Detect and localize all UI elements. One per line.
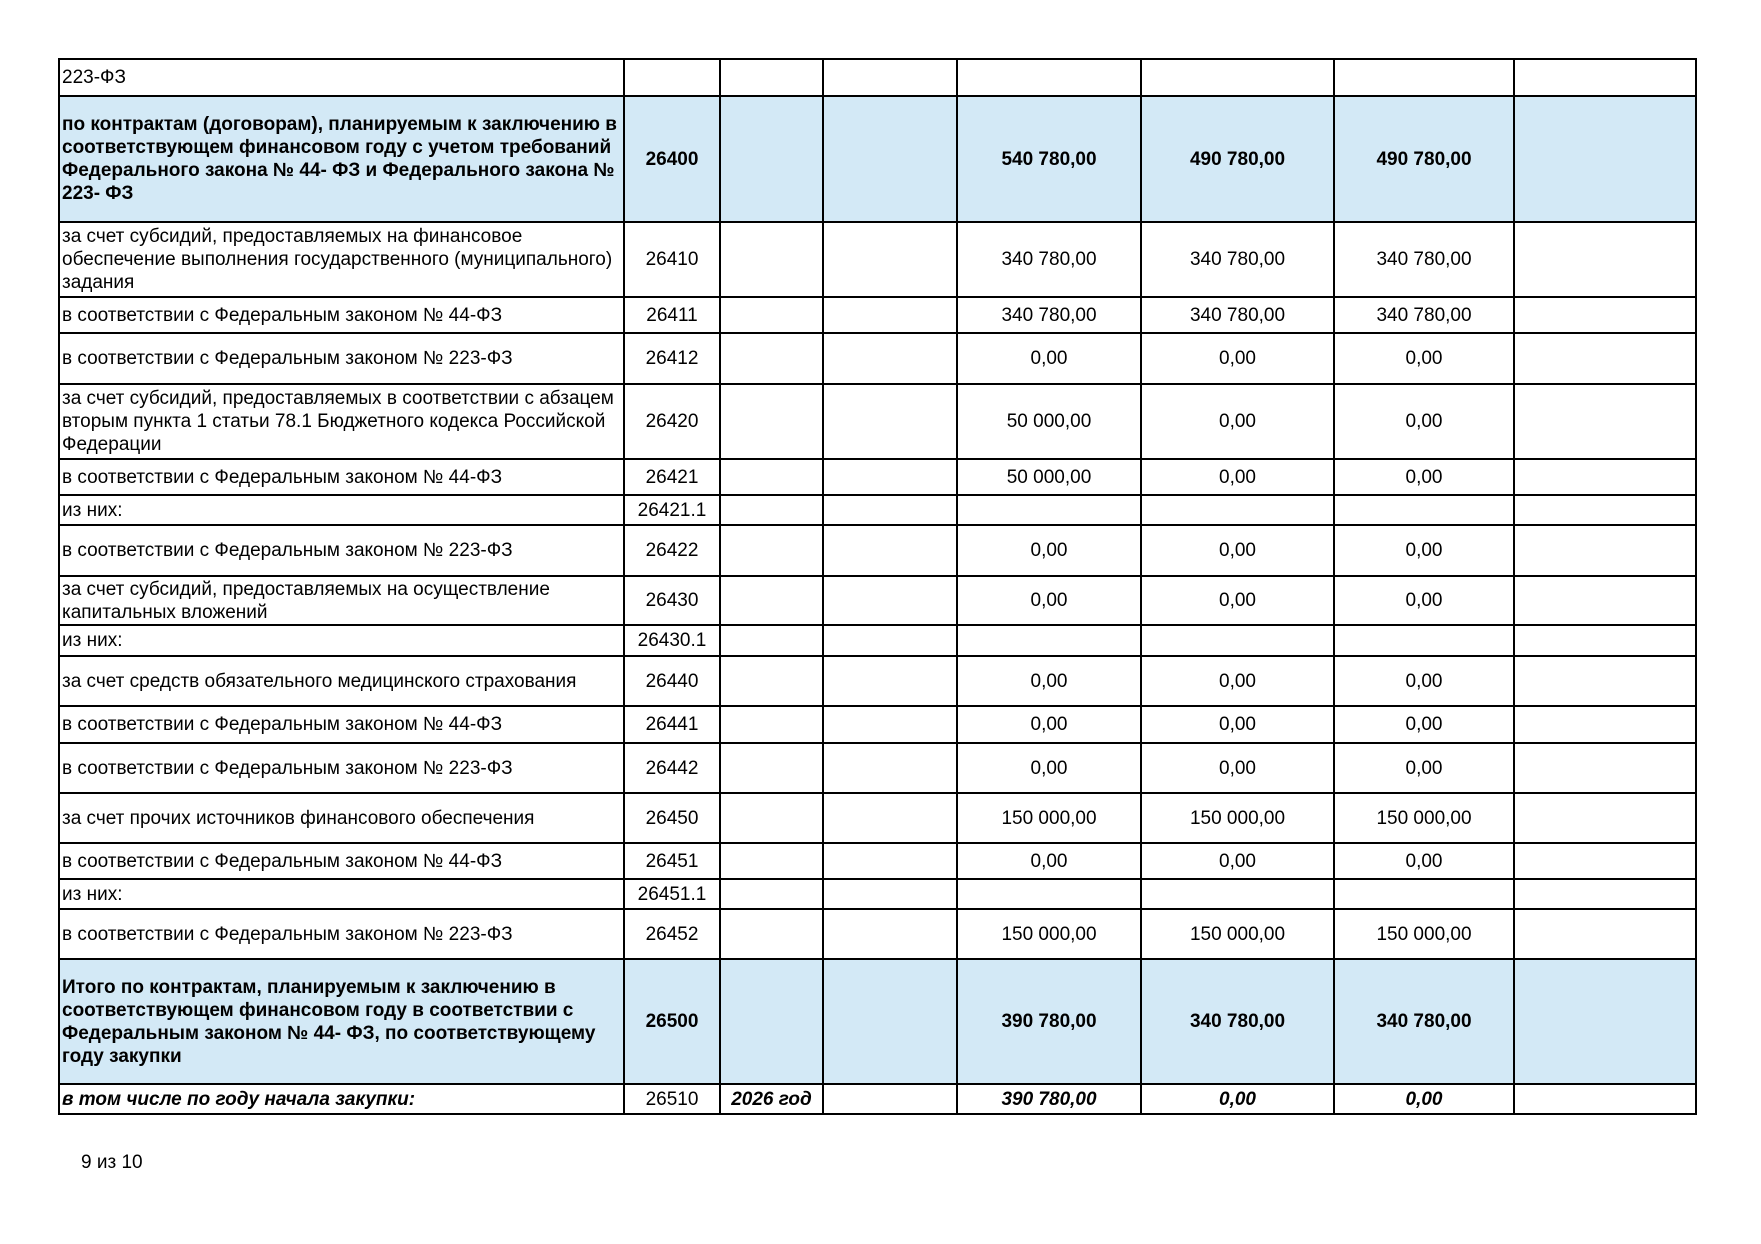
value-year-3 bbox=[1334, 495, 1514, 525]
row-code: 26430.1 bbox=[624, 625, 720, 656]
empty-cell bbox=[823, 525, 957, 576]
row-year bbox=[720, 843, 823, 879]
value-year-2: 340 780,00 bbox=[1141, 959, 1334, 1084]
value-year-2: 0,00 bbox=[1141, 333, 1334, 384]
value-year-1: 50 000,00 bbox=[957, 459, 1141, 495]
empty-cell bbox=[823, 495, 957, 525]
row-description: за счет субсидий, предоставляемых в соответствии с абзацем вторым пункта 1 статьи 78.1 Бюджетного кодекса Российской Федерации bbox=[59, 384, 624, 459]
value-year-2: 0,00 bbox=[1141, 576, 1334, 625]
empty-cell bbox=[1514, 576, 1696, 625]
value-year-3 bbox=[1334, 879, 1514, 909]
empty-cell bbox=[1514, 959, 1696, 1084]
row-description: в соответствии с Федеральным законом № 44-ФЗ bbox=[59, 459, 624, 495]
row-code: 26411 bbox=[624, 297, 720, 333]
row-description: в соответствии с Федеральным законом № 223-ФЗ bbox=[59, 333, 624, 384]
financial-table bbox=[58, 58, 1697, 1115]
value-year-3: 490 780,00 bbox=[1334, 96, 1514, 222]
row-code: 26450 bbox=[624, 793, 720, 843]
value-year-1: 340 780,00 bbox=[957, 297, 1141, 333]
value-year-1: 0,00 bbox=[957, 576, 1141, 625]
empty-cell bbox=[823, 59, 957, 96]
row-code: 26441 bbox=[624, 706, 720, 743]
table-row bbox=[59, 333, 1696, 384]
row-description: из них: bbox=[59, 625, 624, 656]
empty-cell bbox=[823, 793, 957, 843]
value-year-1: 540 780,00 bbox=[957, 96, 1141, 222]
empty-cell bbox=[1514, 1084, 1696, 1114]
row-description: Итого по контрактам, планируемым к заключению в соответствующем финансовом году в соответствии с Федеральным законом № 44- ФЗ, по соответствующему году закупки bbox=[59, 959, 624, 1084]
empty-cell bbox=[1514, 793, 1696, 843]
row-code: 26400 bbox=[624, 96, 720, 222]
row-year bbox=[720, 297, 823, 333]
row-year bbox=[720, 625, 823, 656]
value-year-2: 0,00 bbox=[1141, 525, 1334, 576]
empty-cell bbox=[823, 879, 957, 909]
row-code: 26421 bbox=[624, 459, 720, 495]
row-code: 26510 bbox=[624, 1084, 720, 1114]
value-year-3: 0,00 bbox=[1334, 525, 1514, 576]
value-year-3: 0,00 bbox=[1334, 384, 1514, 459]
row-description: за счет субсидий, предоставляемых на осуществление капитальных вложений bbox=[59, 576, 624, 625]
empty-cell bbox=[1514, 879, 1696, 909]
page-number: 9 из 10 bbox=[81, 1152, 143, 1173]
row-year bbox=[720, 59, 823, 96]
row-description: за счет субсидий, предоставляемых на финансовое обеспечение выполнения государственного (муниципального) задания bbox=[59, 222, 624, 297]
value-year-3: 0,00 bbox=[1334, 743, 1514, 793]
table-row bbox=[59, 459, 1696, 495]
empty-cell bbox=[823, 384, 957, 459]
empty-cell bbox=[1514, 525, 1696, 576]
value-year-2: 0,00 bbox=[1141, 459, 1334, 495]
table-row bbox=[59, 384, 1696, 459]
empty-cell bbox=[823, 96, 957, 222]
row-year: 2026 год bbox=[720, 1084, 823, 1114]
value-year-1 bbox=[957, 59, 1141, 96]
value-year-3: 0,00 bbox=[1334, 576, 1514, 625]
empty-cell bbox=[1514, 59, 1696, 96]
empty-cell bbox=[823, 909, 957, 959]
row-year bbox=[720, 909, 823, 959]
row-code: 26422 bbox=[624, 525, 720, 576]
row-year bbox=[720, 743, 823, 793]
table-row bbox=[59, 1084, 1696, 1114]
table-row bbox=[59, 59, 1696, 96]
row-year bbox=[720, 706, 823, 743]
empty-cell bbox=[1514, 909, 1696, 959]
table-row bbox=[59, 743, 1696, 793]
empty-cell bbox=[823, 1084, 957, 1114]
empty-cell bbox=[1514, 333, 1696, 384]
empty-cell bbox=[823, 656, 957, 706]
value-year-2: 0,00 bbox=[1141, 743, 1334, 793]
row-code: 26430 bbox=[624, 576, 720, 625]
row-code: 26452 bbox=[624, 909, 720, 959]
row-code: 26420 bbox=[624, 384, 720, 459]
empty-cell bbox=[1514, 843, 1696, 879]
row-code: 26451 bbox=[624, 843, 720, 879]
row-description: в соответствии с Федеральным законом № 223-ФЗ bbox=[59, 525, 624, 576]
value-year-3: 150 000,00 bbox=[1334, 909, 1514, 959]
row-description: из них: bbox=[59, 495, 624, 525]
value-year-1: 150 000,00 bbox=[957, 793, 1141, 843]
value-year-1: 340 780,00 bbox=[957, 222, 1141, 297]
row-description: за счет средств обязательного медицинского страхования bbox=[59, 656, 624, 706]
value-year-2 bbox=[1141, 59, 1334, 96]
empty-cell bbox=[1514, 625, 1696, 656]
empty-cell bbox=[1514, 96, 1696, 222]
value-year-2 bbox=[1141, 879, 1334, 909]
table-row bbox=[59, 706, 1696, 743]
value-year-3: 0,00 bbox=[1334, 656, 1514, 706]
row-description: в соответствии с Федеральным законом № 223-ФЗ bbox=[59, 743, 624, 793]
empty-cell bbox=[1514, 706, 1696, 743]
value-year-1: 0,00 bbox=[957, 843, 1141, 879]
value-year-3: 0,00 bbox=[1334, 333, 1514, 384]
row-description: в соответствии с Федеральным законом № 44-ФЗ bbox=[59, 706, 624, 743]
empty-cell bbox=[823, 576, 957, 625]
value-year-3: 0,00 bbox=[1334, 843, 1514, 879]
row-description: в соответствии с Федеральным законом № 44-ФЗ bbox=[59, 297, 624, 333]
empty-cell bbox=[1514, 297, 1696, 333]
value-year-1: 0,00 bbox=[957, 525, 1141, 576]
row-code bbox=[624, 59, 720, 96]
row-year bbox=[720, 495, 823, 525]
empty-cell bbox=[823, 297, 957, 333]
value-year-1: 0,00 bbox=[957, 743, 1141, 793]
empty-cell bbox=[823, 333, 957, 384]
value-year-3: 0,00 bbox=[1334, 1084, 1514, 1114]
empty-cell bbox=[1514, 222, 1696, 297]
row-year bbox=[720, 333, 823, 384]
table-row bbox=[59, 96, 1696, 222]
empty-cell bbox=[823, 743, 957, 793]
value-year-2: 0,00 bbox=[1141, 656, 1334, 706]
value-year-1: 50 000,00 bbox=[957, 384, 1141, 459]
value-year-2: 490 780,00 bbox=[1141, 96, 1334, 222]
value-year-2: 340 780,00 bbox=[1141, 222, 1334, 297]
row-description: 223-ФЗ bbox=[59, 59, 624, 96]
empty-cell bbox=[823, 706, 957, 743]
value-year-2: 0,00 bbox=[1141, 843, 1334, 879]
row-code: 26451.1 bbox=[624, 879, 720, 909]
row-description: в соответствии с Федеральным законом № 44-ФЗ bbox=[59, 843, 624, 879]
table-row bbox=[59, 495, 1696, 525]
row-code: 26410 bbox=[624, 222, 720, 297]
table-row bbox=[59, 297, 1696, 333]
empty-cell bbox=[823, 222, 957, 297]
empty-cell bbox=[1514, 459, 1696, 495]
row-description: в том числе по году начала закупки: bbox=[59, 1084, 624, 1114]
value-year-3: 340 780,00 bbox=[1334, 959, 1514, 1084]
value-year-1: 150 000,00 bbox=[957, 909, 1141, 959]
table-row bbox=[59, 879, 1696, 909]
empty-cell bbox=[1514, 384, 1696, 459]
row-year bbox=[720, 459, 823, 495]
value-year-1: 0,00 bbox=[957, 333, 1141, 384]
empty-cell bbox=[1514, 656, 1696, 706]
table-row bbox=[59, 656, 1696, 706]
empty-cell bbox=[823, 959, 957, 1084]
row-year bbox=[720, 879, 823, 909]
row-year bbox=[720, 576, 823, 625]
row-year bbox=[720, 525, 823, 576]
row-code: 26440 bbox=[624, 656, 720, 706]
table-row bbox=[59, 222, 1696, 297]
row-description: в соответствии с Федеральным законом № 223-ФЗ bbox=[59, 909, 624, 959]
value-year-2 bbox=[1141, 495, 1334, 525]
table-row bbox=[59, 625, 1696, 656]
row-description: за счет прочих источников финансового обеспечения bbox=[59, 793, 624, 843]
row-year bbox=[720, 222, 823, 297]
value-year-1 bbox=[957, 879, 1141, 909]
value-year-2: 0,00 bbox=[1141, 384, 1334, 459]
value-year-2: 150 000,00 bbox=[1141, 793, 1334, 843]
row-code: 26412 bbox=[624, 333, 720, 384]
value-year-3 bbox=[1334, 59, 1514, 96]
value-year-3: 0,00 bbox=[1334, 706, 1514, 743]
value-year-2 bbox=[1141, 625, 1334, 656]
row-year bbox=[720, 656, 823, 706]
row-year bbox=[720, 96, 823, 222]
value-year-2: 340 780,00 bbox=[1141, 297, 1334, 333]
value-year-1: 390 780,00 bbox=[957, 959, 1141, 1084]
value-year-1: 0,00 bbox=[957, 656, 1141, 706]
value-year-2: 0,00 bbox=[1141, 706, 1334, 743]
table-row bbox=[59, 525, 1696, 576]
value-year-1 bbox=[957, 625, 1141, 656]
value-year-1: 390 780,00 bbox=[957, 1084, 1141, 1114]
row-description: из них: bbox=[59, 879, 624, 909]
table-row bbox=[59, 909, 1696, 959]
value-year-3: 340 780,00 bbox=[1334, 297, 1514, 333]
value-year-3: 340 780,00 bbox=[1334, 222, 1514, 297]
table-row bbox=[59, 959, 1696, 1084]
value-year-1 bbox=[957, 495, 1141, 525]
row-description: по контрактам (договорам), планируемым к заключению в соответствующем финансовом году с учетом требований Федерального закона № 44- ФЗ и Федерального закона № 223- ФЗ bbox=[59, 96, 624, 222]
value-year-2: 150 000,00 bbox=[1141, 909, 1334, 959]
row-code: 26442 bbox=[624, 743, 720, 793]
empty-cell bbox=[823, 459, 957, 495]
empty-cell bbox=[823, 843, 957, 879]
row-year bbox=[720, 384, 823, 459]
value-year-3: 150 000,00 bbox=[1334, 793, 1514, 843]
value-year-3: 0,00 bbox=[1334, 459, 1514, 495]
value-year-3 bbox=[1334, 625, 1514, 656]
row-code: 26500 bbox=[624, 959, 720, 1084]
empty-cell bbox=[1514, 495, 1696, 525]
row-code: 26421.1 bbox=[624, 495, 720, 525]
empty-cell bbox=[1514, 743, 1696, 793]
empty-cell bbox=[823, 625, 957, 656]
table-row bbox=[59, 793, 1696, 843]
table-row bbox=[59, 576, 1696, 625]
row-year bbox=[720, 793, 823, 843]
row-year bbox=[720, 959, 823, 1084]
table-row bbox=[59, 843, 1696, 879]
value-year-2: 0,00 bbox=[1141, 1084, 1334, 1114]
value-year-1: 0,00 bbox=[957, 706, 1141, 743]
